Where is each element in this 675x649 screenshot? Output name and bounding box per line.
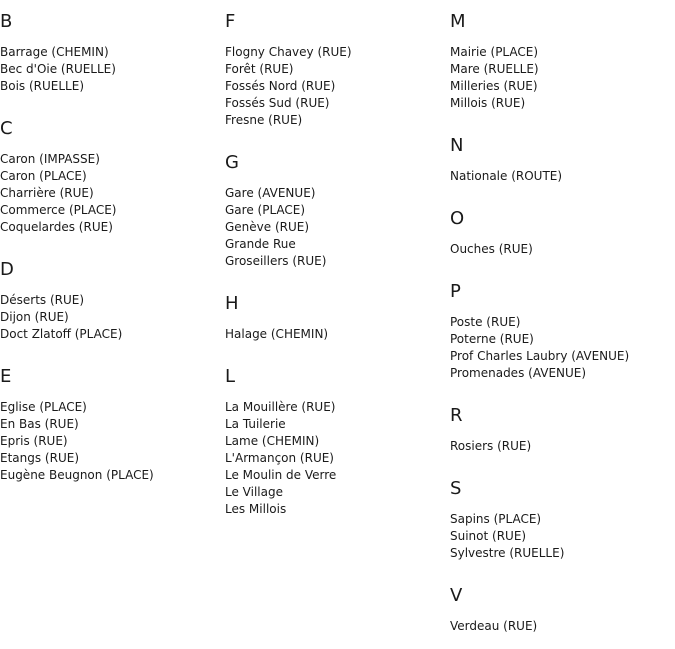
street-name: La Mouillère (RUE): [225, 400, 336, 414]
street-list: [225, 326, 445, 343]
street-name: Sylvestre (RUELLE): [450, 546, 565, 560]
letter-heading: P: [450, 281, 461, 302]
street-list: [0, 44, 220, 95]
street-name: Rosiers (RUE): [450, 439, 532, 453]
street-name: Prof Charles Laubry (AVENUE): [450, 349, 630, 363]
street-name: Dijon (RUE): [0, 310, 69, 324]
letter-group: [0, 12, 220, 95]
street-list: [450, 314, 670, 382]
letter-heading: N: [450, 135, 464, 156]
letter-group: [0, 367, 220, 484]
street-name: Commerce (PLACE): [0, 203, 117, 217]
street-list: [0, 151, 220, 236]
street-list: [450, 241, 670, 258]
street-name: Poste (RUE): [450, 315, 521, 329]
street-name: Poterne (RUE): [450, 332, 534, 346]
street-name: Doct Zlatoff (PLACE): [0, 327, 123, 341]
street-name: Eugène Beugnon (PLACE): [0, 468, 154, 482]
letter-group: [0, 119, 220, 236]
street-name: Coquelardes (RUE): [0, 220, 113, 234]
street-name: Forêt (RUE): [225, 62, 294, 76]
street-list: [225, 399, 445, 518]
street-name: Halage (CHEMIN): [225, 327, 329, 341]
street-name: Mairie (PLACE): [450, 45, 539, 59]
letter-group: [450, 282, 670, 382]
street-name: Les Millois: [225, 502, 287, 516]
letter-heading: D: [0, 259, 14, 280]
letter-group: [0, 260, 220, 343]
street-name: Le Village: [225, 485, 283, 499]
street-name: Caron (IMPASSE): [0, 152, 100, 166]
street-list: [0, 399, 220, 484]
street-name: Grande Rue: [225, 237, 296, 251]
street-list: [450, 511, 670, 562]
street-name: Barrage (CHEMIN): [0, 45, 109, 59]
letter-heading: R: [450, 405, 463, 426]
street-name: Le Moulin de Verre: [225, 468, 337, 482]
street-name: Charrière (RUE): [0, 186, 94, 200]
street-name: Gare (PLACE): [225, 203, 306, 217]
index-column-2: [225, 0, 445, 518]
letter-group: [225, 12, 445, 129]
letter-group: [450, 12, 670, 112]
street-name: Genève (RUE): [225, 220, 310, 234]
letter-group: [450, 209, 670, 258]
street-name: Nationale (ROUTE): [450, 169, 563, 183]
letter-heading: O: [450, 208, 465, 229]
street-list: [450, 438, 670, 455]
letter-group: [225, 294, 445, 343]
street-name: Bec d'Oie (RUELLE): [0, 62, 116, 76]
street-list: [225, 44, 445, 129]
street-name: Fossés Nord (RUE): [225, 79, 336, 93]
street-name: Fresne (RUE): [225, 113, 303, 127]
street-name: Groseillers (RUE): [225, 254, 327, 268]
letter-heading: V: [450, 585, 463, 606]
street-list: [450, 44, 670, 112]
letter-group: [450, 406, 670, 455]
letter-group: [225, 153, 445, 270]
letter-heading: E: [0, 366, 12, 387]
letter-heading: M: [450, 11, 466, 32]
street-list: [450, 618, 670, 635]
street-name: Epris (RUE): [0, 434, 68, 448]
letter-heading: L: [225, 366, 236, 387]
letter-heading: H: [225, 293, 239, 314]
street-name: Sapins (PLACE): [450, 512, 542, 526]
street-name: Bois (RUELLE): [0, 79, 84, 93]
street-name: Millois (RUE): [450, 96, 526, 110]
letter-heading: S: [450, 478, 462, 499]
street-name: Déserts (RUE): [0, 293, 85, 307]
letter-heading: F: [225, 11, 236, 32]
street-name: La Tuilerie: [225, 417, 286, 431]
street-name: Mare (RUELLE): [450, 62, 539, 76]
letter-group: [225, 367, 445, 518]
street-name: Suinot (RUE): [450, 529, 527, 543]
letter-group: [450, 479, 670, 562]
letter-heading: G: [225, 152, 239, 173]
street-name: Promenades (AVENUE): [450, 366, 587, 380]
letter-heading: B: [0, 11, 13, 32]
street-name: Ouches (RUE): [450, 242, 533, 256]
street-name: L'Armançon (RUE): [225, 451, 334, 465]
street-name: Verdeau (RUE): [450, 619, 538, 633]
letter-group: [450, 136, 670, 185]
index-column-1: [0, 0, 220, 484]
street-name: Etangs (RUE): [0, 451, 79, 465]
street-list: [225, 185, 445, 270]
street-name: Eglise (PLACE): [0, 400, 87, 414]
street-list: [450, 168, 670, 185]
street-name: Flogny Chavey (RUE): [225, 45, 352, 59]
street-name: Caron (PLACE): [0, 169, 87, 183]
street-name: Milleries (RUE): [450, 79, 538, 93]
street-name: Gare (AVENUE): [225, 186, 316, 200]
letter-heading: C: [0, 118, 13, 139]
letter-group: [450, 586, 670, 635]
index-column-3: [450, 0, 670, 635]
street-name: Lame (CHEMIN): [225, 434, 320, 448]
street-name: Fossés Sud (RUE): [225, 96, 330, 110]
street-name: En Bas (RUE): [0, 417, 79, 431]
street-list: [0, 292, 220, 343]
